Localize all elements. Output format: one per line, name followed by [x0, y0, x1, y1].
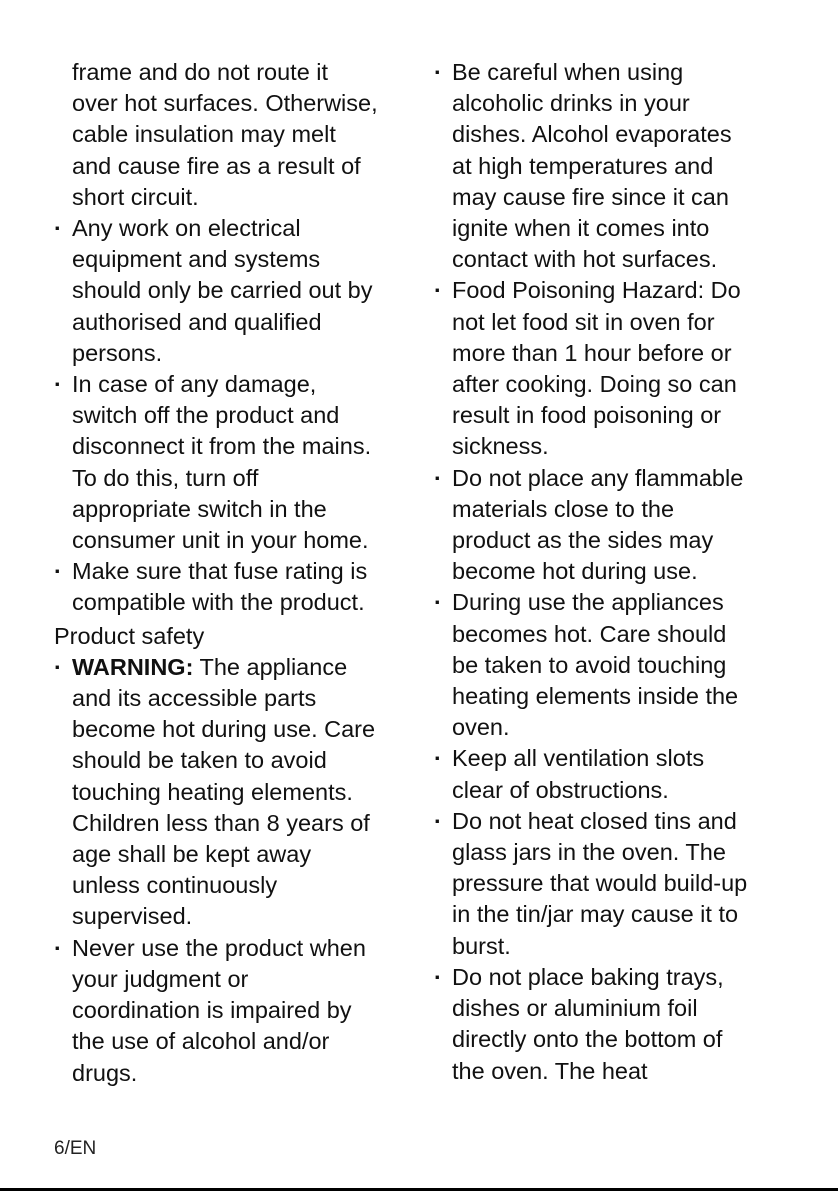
text-line: and its accessible parts: [72, 685, 317, 712]
text-line: drugs.: [72, 1059, 138, 1086]
text-line: unless continuously: [72, 872, 278, 899]
text-line: directly onto the bottom of: [452, 1026, 723, 1053]
text-line: · In case of any damage,: [72, 371, 317, 398]
text-line: materials close to the: [452, 495, 675, 522]
text-line: authorised and qualified: [72, 308, 322, 335]
text-line: coordination is impaired by: [72, 997, 352, 1024]
text-line: short circuit.: [72, 183, 199, 210]
warning-first-line: The appliance: [193, 653, 348, 680]
right-column: [434, 57, 794, 1087]
bullet-item-alcohol: [434, 57, 794, 275]
text-line: should be taken to avoid: [72, 747, 327, 774]
text-line: sickness.: [452, 433, 549, 460]
text-line: · During use the appliances: [452, 589, 724, 616]
text-line: pressure that would build-up: [452, 870, 748, 897]
text-line: compatible with the product.: [72, 589, 365, 616]
bullet-item-ventilation: [434, 743, 794, 805]
text-line: · Never use the product when: [72, 934, 366, 961]
text-line: the oven. The heat: [452, 1057, 648, 1084]
section-heading-product-safety: Product safety: [54, 622, 205, 649]
text-line: consumer unit in your home.: [72, 527, 369, 554]
bullet-item-electrical-work: [54, 213, 424, 369]
bullet-item-food-poisoning: [434, 275, 794, 462]
text-line: · Food Poisoning Hazard: Do: [452, 277, 741, 304]
page-number: 6/EN: [54, 1138, 97, 1159]
text-line: persons.: [72, 339, 163, 366]
text-line: the use of alcohol and/or: [72, 1028, 330, 1055]
text-line: appropriate switch in the: [72, 495, 327, 522]
text-line: dishes. Alcohol evaporates: [452, 121, 732, 148]
text-line: switch off the product and: [72, 402, 340, 429]
text-line: Children less than 8 years of: [72, 809, 370, 836]
text-line: after cooking. Doing so can: [452, 371, 737, 398]
text-line: your judgment or: [72, 965, 249, 992]
bullet-item-fuse-rating: [54, 556, 424, 618]
text-line: heating elements inside the: [452, 683, 739, 710]
text-line: contact with hot surfaces.: [452, 246, 718, 273]
text-line: dishes or aluminium foil: [452, 995, 698, 1022]
text-line: becomes hot. Care should: [452, 620, 727, 647]
text-line: at high temperatures and: [452, 152, 714, 179]
text-line: clear of obstructions.: [452, 776, 669, 803]
text-line: [72, 652, 424, 683]
text-line: equipment and systems: [72, 246, 321, 273]
text-line: · Do not heat closed tins and: [452, 807, 737, 834]
text-line: oven.: [452, 714, 510, 741]
text-line: and cause fire as a result of: [72, 152, 361, 179]
bullet-item-flammable: [434, 463, 794, 588]
text-line: disconnect it from the mains.: [72, 433, 372, 460]
text-line: supervised.: [72, 903, 193, 930]
left-column: [54, 57, 424, 1089]
text-line: · Be careful when using: [452, 59, 684, 85]
text-line: product as the sides may: [452, 527, 714, 554]
text-line: more than 1 hour before or: [452, 339, 732, 366]
text-line: ignite when it comes into: [452, 215, 710, 242]
text-line: should only be carried out by: [72, 277, 373, 304]
text-line: · Keep all ventilation slots: [452, 745, 705, 772]
bullet-item-damage: [54, 369, 424, 556]
bullet-item-warning: [54, 652, 424, 933]
text-line: become hot during use. Care: [72, 716, 376, 743]
text-line: over hot surfaces. Otherwise,: [72, 90, 378, 117]
text-line: burst.: [452, 932, 511, 959]
bullet-item-impairment: [54, 933, 424, 1089]
text-line: cable insulation may melt: [72, 121, 336, 148]
text-line: not let food sit in oven for: [452, 308, 715, 335]
text-line: · Do not place any flammable: [452, 464, 744, 491]
text-line: touching heating elements.: [72, 778, 353, 805]
bullet-item-closed-tins: [434, 806, 794, 962]
text-line: · Any work on electrical: [72, 215, 301, 242]
text-line: · Make sure that fuse rating is: [72, 558, 368, 585]
text-line: become hot during use.: [452, 558, 698, 585]
text-line: glass jars in the oven. The: [452, 839, 726, 866]
bullet-item-hot-appliance: [434, 587, 794, 743]
text-line: result in food poisoning or: [452, 402, 722, 429]
continuation-paragraph: [54, 57, 424, 213]
text-line: in the tin/jar may cause it to: [452, 901, 739, 928]
text-line: frame and do not route it: [72, 59, 329, 85]
text-line: alcoholic drinks in your: [452, 90, 690, 117]
text-line: may cause fire since it can: [452, 183, 729, 210]
bullet-item-baking-trays: [434, 962, 794, 1087]
text-line: age shall be kept away: [72, 841, 312, 868]
text-line: To do this, turn off: [72, 464, 259, 491]
text-line: · Do not place baking trays,: [452, 963, 724, 990]
text-line: be taken to avoid touching: [452, 651, 727, 678]
warning-label: WARNING:: [72, 653, 194, 680]
